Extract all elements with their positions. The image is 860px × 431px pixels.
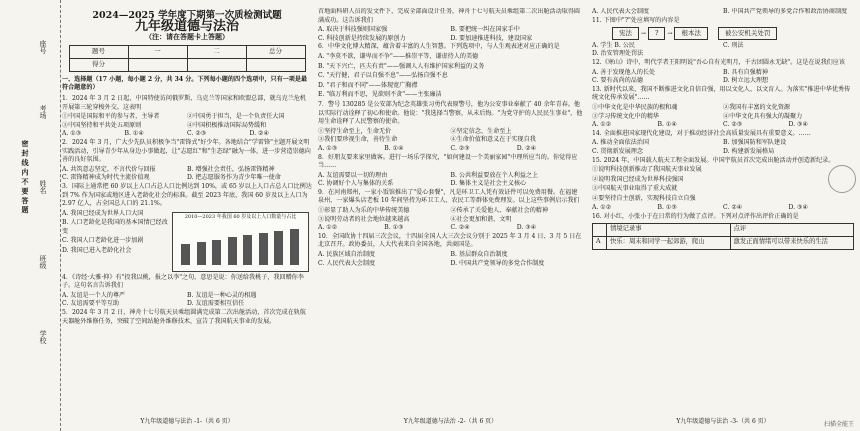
footer-page-3: Y九年级道德与法治 -3-（共 6 页） (676, 418, 770, 425)
population-chart (172, 212, 309, 272)
answer-note: （注：请在答题卡上答题） (145, 32, 229, 42)
chart-bar (181, 244, 190, 265)
chart-bar (243, 235, 252, 265)
class-label: 班级 (39, 255, 47, 269)
subject-title: 九年级道德与法治 (134, 18, 239, 34)
question-6: 6．中华文化博大精深，蕴含着丰富的人生智慧。下列选项中，与人生观表述对应正确的是 (318, 43, 560, 51)
footer-page-1: Y九年级道德与法治 -1-（共 6 页） (140, 418, 234, 425)
chart-bar (197, 242, 206, 265)
question-16: 16. 对小红，小张小于在日常的行为做了点评。下列对点评作出评价正确的是 (592, 213, 799, 221)
seal-stamp-icon (828, 165, 856, 193)
question-3: 3．国际上通常把 60 岁以上人口占总人口比例达到 10%，或 65 岁以上人口占总人口比例达到 7% 作为国家或地区进入老龄化社会的标准。截至 2023 年底，我国 60 岁及以上人口为 2.97 亿人，占全国总人口的 21.1%。 (62, 182, 312, 208)
chart-bar (228, 237, 237, 264)
question-9: 9．在河南郑州，一家小饭馆推出了"爱心套餐"，凡是环卫工人凭有效证件可以免费用餐。在福建泉州，一家爆头店老板 10 年间坚持为环卫工人、农民工等群体免费理发。以上这些事例启示我们 (318, 188, 580, 205)
section-heading: 一、选择题（17 小题，每小题 2 分，共 34 分。下列每小题的四个选项中，只有一项是最符合题意的） (62, 75, 308, 92)
binding-margin (0, 0, 61, 431)
question-14: 14. 全面推进国家现代化建设，对于推动经济社会高质量发展具有重要意义。…… (592, 129, 811, 137)
diagram-box-right: 根本法 (674, 27, 708, 40)
chart-bar (274, 231, 283, 264)
question-15: 15. 2024 年，中国载人航天工程全面发展。中国宇航员首次完成出舱活动并创造新纪录。 (592, 156, 835, 164)
scanner-watermark: 扫描全能王 (823, 421, 854, 428)
question-12: 12.《寒山》诗中，明代学者王阳明说"吾心自有光明月，千古团圆永无缺"。这是在说我们应该 (592, 58, 845, 66)
name-label: 姓名 (39, 180, 47, 194)
diagram-box-left: 宪法 (612, 27, 639, 40)
question-2: 2．2024 年 3 月，广大少先队员积极争当"雷锋式"好少年。各地结合"学雷锋"主题开展文明实践活动，引导青少年从身边小事做起，让"志愿红"和"生态绿"融为一体，进一步营造崇德向善的良好氛围。 (62, 138, 311, 164)
question-11: 11. 下图中"?"处应填写的内容是 (592, 16, 680, 24)
diagram-box-bottom: 被公安机关处罚 (718, 27, 778, 40)
chart-bar (259, 233, 268, 264)
question-1: 1．2024 年 3 月 2 日起，中国特使访问俄罗斯、乌克兰等国家和欧盟总部，就乌克兰危机开展第三轮穿梭外交。这表明 (62, 94, 307, 111)
school-label: 学校 (39, 330, 47, 344)
footer-page-2: Y九年级道德与法治 -2-（共 6 页） (403, 418, 498, 425)
chart-bar (290, 229, 299, 264)
room-label: 考场 (39, 105, 47, 119)
seat-label: 座号 (39, 40, 47, 54)
question-5: 5．2024 年 3 月 2 日，神舟十七号航天员乘组圆满完成第二次出舱活动，首次完成在轨航天器舱外维修任务，突破了空间站舱外维修技术，宣告了我国航天事业的发展。 (62, 309, 307, 325)
page-three: A. 人民代表大会制度 B. 中国共产党领导的多党合作和政治协商制度 11. 下图中"?"处应填写的内容是 宪法 → ? → 根本法 被公安机关处罚 A. 学生 B. 公民 C. 刑法 D. 治安管理处罚法 12.《寒山》诗中，明代学者王阳明说"吾心自有光明月，千古团圆永无缺"。这是在说我们应该 A. 善于发现他人的长处 B. 具有自强精神 C. 要有高尚的品德 D. 树立远大理想 13. 新时代以来，我国不断推进文化自信自强，用以文化人、以文育人。为落实"推进中华优秀传统文化传承发展"…… ①中华文化是中华民族的根和魂 ②我国有丰富的文化资源 ③学习传统文化中的精华 ④中华文化具有强大的凝聚力 A. ①② B. ①④ C. ②③ D. ③④ 14. 全面推进国家现代化建设，对于推动经济社会高质量发展具有重要意义。…… A. 推动全面依法治国 B. 加强国防和军队建设 C. 贯彻新发展理念 D. 构建新发展格局 15. 2024 年，中国载人航天工程全面发展。中国宇航员首次完成出舱活动并创造新纪录。 ①说明科技创新推动了我国航天事业发展 ②说明我国已经成为世界科技强国 ③中国航天事业取得了重大成就 ④要坚持自主创新，实现科技自立自强 A. ①② B. ①③ C. ②④ D. ③④ 16. 对小红，小张小于在日常的行为做了点评。下列对点评作出评价正确的是 情境记录事 点评 A 快乐：周末和同学一起郊游，爬山 激发正面情绪可以带来快乐的生活 (592, 8, 854, 413)
page-one: 2024—2025 学年度下期第一次质检测试题 九年级道德与法治 （注：请在答题卡上答题） 题号 一 二 总分 得分 一、选择题（17 小题，每小题 2 分，共 34 分。下列每小题的四个选项中，只有一项是最符合题意的） 1．2024 年 3 月 2 日起，中国特使访问俄罗斯、乌克兰等国家和欧盟总部，就乌克兰危机开展第三轮穿梭外交。这表明 ①中国是国际和平的参与者，主导者 ②中国勇于担当，是一个负责任大国 ③中国坚持和平共处五项原则 ④中国积极推动国际局势缓和 A. ①③ B. ①④ C. ②③ D. ②④ 2．2024 年 3 月，广大少先队员积极争当"雷锋式"好少年。各地结合"学雷锋"主题开展文明实践活动，引导青少年从身边小事做起，让"志愿红"和"生态绿"融为一体，进一步营造崇德向善的良好氛围。 A. 共筑意志坚定，不言代价与回报 B. 增强社会责任，弘扬雷锋精神 C. 雷锋精神成为时代主流价值观 D. 把志愿服务作为青少年唯一使命 3．国际上通常把 60 岁以上人口占总人口比例达到 10%，或 65 岁以上人口占总人口比例达到 7% 作为国家或地区进入老龄化社会的标准。截至 2023 年底，我国 60 岁及以上人口为 2.97 亿人，占全国总人口的 21.1%。 A. 我国已经成为世界人口大国 B. 人口老龄化是我国的基本国情已经改变 C. 我国人口老龄化进一步加剧 D. 我国已进入老龄化社会 2010—2023 年我国 60 岁及以上人口数量与占比 4．《诗经·大雅·抑》有"投我以桃，报之以李"之句，意思是说：你送给我桃子，我回赠你李子。这句名言告诉我们 A. 友谊是一个人的尊严 B. 友谊是一种心灵的相遇 C. 友谊需要平等互助 D. 友谊需要相互信任 5．2024 年 3 月 2 日，神舟十七号航天员乘组圆满完成第二次出舱活动，首次完成在轨航天器舱外维修任务，突破了空间站舱外维修技术，宣告了我国航天事业的发展。 (62, 10, 312, 325)
seal-line-note: 密 封 线 内 不 要 答 题 (21, 140, 30, 214)
page-two: 首地面科研人员的发文件下，完成全部面设计任务，神舟十七号航天员乘组第二次出舱活动取得圆满成功。这告诉我们 A. 取决于科技强则国家强 B. 要把统一纠在国家手中 C. 科技创新是持续发展的原创力 D. 要加速推进科技，建设国家 6．中华文化博大精深，蕴含着丰富的人生智慧。下列选项中，与人生观表述对应正确的是 A. "李莫不欲，谦卑而不争"——推崇平等、谦虚待人的美德 B. "天下兴亡，匹夫有责"——强调人人有维护国家利益的义务 C. "天行健，君子以自强不息"——弘扬自强不息 D. "君子和而不同"——体现宽广胸襟 E. "临万利而不思，见欲则不贪"——主张廉洁 7．警号 130285 是公安部为纪念英雄张习勇代表原警号，他为公安事业奉献了 40 余年青春。他以实际行动诠释了初心和使命。他说："我选择当警察，从未后悔。"为党守护的人民民生事业"，他用生命诠释了人民警察的使命。 ①坚持生命至上，生命无价 ②坚定信念，生命至上 ③我们要珍视生命，善待生命 ④生命价值和意义在于实现自我 A. ①③ B. ①④ C. ②③ D. ②④ 8．好朋友要来家里做客。进行一场乐学探究，"如何建设一个美丽家园"中理所应当的。你觉得应当…… A. 友谊需要以一切的理由 B. 公共利益要放在个人利益之上 C. 协调好个人与集体的关系 D. 集体主义是社会主义核心 9．在河南郑州，一家小饭馆推出了"爱心套餐"，凡是环卫工人凭有效证件可以免费用餐。在福建泉州，一家爆头店老板 10 年间坚持为环卫工人、农民工等群体免费理发。以上这些事例启示我们 ①彰显了助人为乐的中华传统美德 ②传承了关爱他人、奉献社会的精神 ③说明劳动者的社会地位越来越高 ④社会更加和谐、文明 A. ①② B. ①③ C. ②④ D. ③④ 10．全国政协十四届三次会议，十四届全国人大三次会议分别于 2025 年 3 月 4 日、3 月 5 日在北京召开。政协委员，人大代表来自全国各地，共商国是。 A. 民族区域自治制度 B. 基层群众自治制度 C. 人民代表大会制度 D. 中国共产党领导的多党合作制度 (318, 8, 583, 267)
score-table: 题号 一 二 总分 得分 (69, 45, 306, 72)
evaluation-table: 情境记录事 点评 A 快乐：周末和同学一起郊游，爬山 激发正面情绪可以带来快乐的生活 (592, 223, 854, 250)
question-8: 8．好朋友要来家里做客。进行一场乐学探究，"如何建设一个美丽家园"中理所应当的。你觉得应当…… (318, 153, 578, 170)
question-4: 4．《诗经·大雅·抑》有"投我以桃，报之以李"之句，意思是说：你送给我桃子，我回赠你李子。这句名言告诉我们 (62, 273, 304, 290)
question-13: 13. 新时代以来，我国不断推进文化自信自强，用以文化人、以文育人。为落实"推进中华优秀传统文化传承发展"…… (592, 85, 851, 102)
chart-title: 2010—2023 年我国 60 岁及以上人口数量与占比 (184, 213, 297, 220)
question-7: 7．警号 130285 是公安部为纪念英雄张习勇代表原警号，他为公安事业奉献了 40 余年青春。他以实际行动诠释了初心和使命。他说："我选择当警察，从未后悔。"为党守护的人民民生事业"，他用生命诠释了人民警察的使命。 (318, 100, 583, 126)
exam-year-title: 2024—2025 学年度下期第一次质检测试题 (92, 10, 282, 21)
question-10: 10．全国政协十四届三次会议，十四届全国人大三次会议分别于 2025 年 3 月 4 日、3 月 5 日在北京召开。政协委员，人大代表来自全国各地，共商国是。 (318, 232, 582, 249)
chart-bar (212, 240, 221, 265)
